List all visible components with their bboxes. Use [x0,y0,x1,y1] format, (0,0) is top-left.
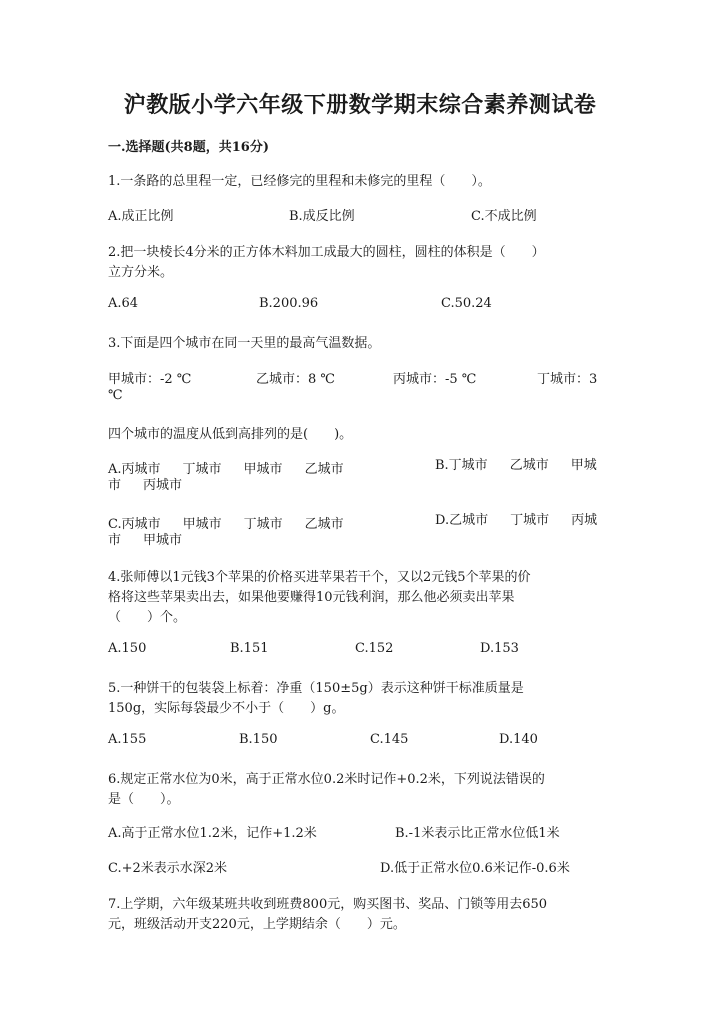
temp-city-bing: 丙城市：-5 ℃ [393,372,477,387]
q2-option-b[interactable]: B.200.96 [259,296,319,311]
q3-option-c-item: C.丙城市 [108,517,161,532]
question-6-line2: 是（ ）。 [108,792,180,807]
q3-option-c-item: 乙城市 [304,517,344,532]
q6-option-b[interactable]: B.-1米表示比正常水位低1米 [395,826,560,841]
q1-option-a[interactable]: A.成正比例 [108,209,174,224]
q3-option-a-item: A.丙城市 [108,462,161,477]
question-1-text: 1.一条路的总里程一定，已经修完的里程和未修完的里程（ ）。 [108,174,491,189]
question-4-line1: 4.张师傅以1元钱3个苹果的价格买进苹果若干个，又以2元钱5个苹果的价 [108,570,531,585]
q3-option-a-item: 乙城市 [304,462,344,477]
q4-option-d[interactable]: D.153 [480,641,519,656]
q6-option-c[interactable]: C.+2米表示水深2米 [108,861,228,876]
q5-option-a[interactable]: A.155 [108,732,147,747]
question-6-line1: 6.规定正常水位为0米，高于正常水位0.2米时记作+0.2米，下列说法错误的 [108,772,545,787]
question-5-line2: 150g，实际每袋最少不小于（ ）g。 [108,701,345,716]
q3-option-b-item: 市 [108,478,122,493]
question-7-line2: 元，班级活动开支220元，上学期结余（ ）元。 [108,917,406,932]
q3-option-d-item: 甲城市 [143,533,183,548]
section-heading: 一.选择题(共8题，共16分) [108,140,269,155]
q3-option-d-item: D.乙城市 [435,513,489,528]
temp-city-jia: 甲城市：-2 ℃ [108,372,192,387]
q4-option-a[interactable]: A.150 [108,641,147,656]
q3-option-a-item: 甲城市 [243,462,283,477]
q5-option-d[interactable]: D.140 [499,732,538,747]
q1-option-c[interactable]: C.不成比例 [471,209,537,224]
question-2-line2: 立方分米。 [108,265,174,280]
q3-option-b[interactable] [108,456,613,496]
question-4-line3: （ ）个。 [108,610,187,625]
q3-option-d[interactable] [108,511,613,551]
q4-option-c[interactable]: C.152 [355,641,394,656]
temp-city-yi: 乙城市：8 ℃ [256,372,335,387]
q5-option-c[interactable]: C.145 [370,732,409,747]
q1-option-b[interactable]: B.成反比例 [289,209,355,224]
q6-option-d[interactable]: D.低于正常水位0.6米记作-0.6米 [380,861,570,876]
q3-option-d-item: 丙城 [571,513,598,528]
temp-city-ding: 丁城市：3 [537,372,598,387]
question-4-line2: 格将这些苹果卖出去，如果他要赚得10元钱利润，那么他必须卖出苹果 [108,590,515,605]
q3-option-a-item: 丁城市 [182,462,222,477]
question-7-line1: 7.上学期，六年级某班共收到班费800元，购买图书、奖品、门锁等用去650 [108,897,548,912]
q3-option-d-item: 丁城市 [510,513,550,528]
exam-title: 沪教版小学六年级下册数学期末综合素养测试卷 [123,92,597,118]
question-3-prompt: 四个城市的温度从低到高排列的是( )。 [108,427,353,442]
question-3-text: 3.下面是四个城市在同一天里的最高气温数据。 [108,336,381,351]
q5-option-b[interactable]: B.150 [239,732,278,747]
q3-option-b-item: 乙城市 [509,458,549,473]
q3-option-b-item: 甲城 [570,458,597,473]
q2-option-a[interactable]: A.64 [108,296,139,311]
q2-option-c[interactable]: C.50.24 [441,296,492,311]
question-2-line1: 2.把一块棱长4分米的正方体木料加工成最大的圆柱，圆柱的体积是（ ） [108,245,545,260]
q3-option-c-item: 甲城市 [182,517,222,532]
temp-unit-wrap: ℃ [108,388,123,403]
question-5-line1: 5.一种饼干的包装袋上标着：净重（150±5g）表示这种饼干标准质量是 [108,681,524,696]
q6-option-a[interactable]: A.高于正常水位1.2米，记作+1.2米 [108,826,317,841]
q3-option-d-item: 市 [108,533,122,548]
q4-option-b[interactable]: B.151 [230,641,269,656]
q3-option-b-item: 丙城市 [143,478,183,493]
q3-option-b-item: B.丁城市 [435,458,488,473]
q3-option-c-item: 丁城市 [243,517,283,532]
